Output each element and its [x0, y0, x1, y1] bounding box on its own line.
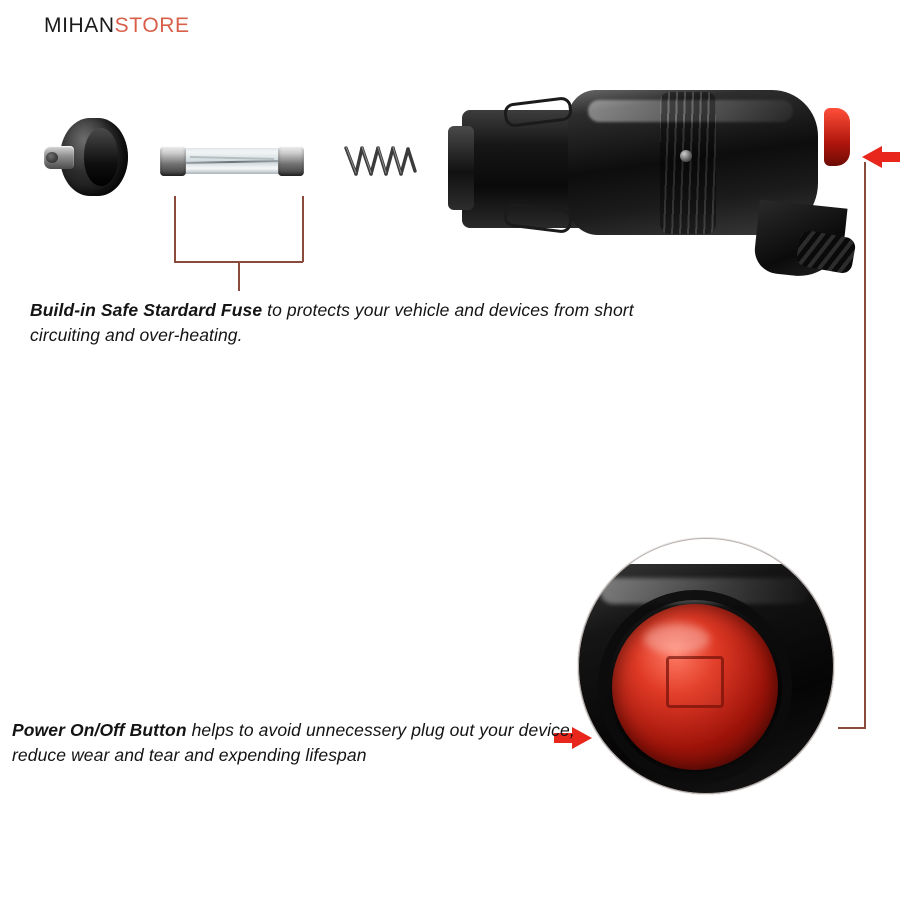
plug-screw [680, 150, 692, 162]
brand-text-light: MIHAN [44, 14, 115, 37]
brand-text-accent: STORE [114, 14, 190, 37]
contact-spring-part [340, 140, 424, 182]
fuse-caption [30, 298, 690, 348]
product-exploded-view [0, 0, 900, 290]
right-leader-vertical [864, 162, 866, 728]
fuse-bracket-drop [238, 261, 240, 291]
fuse-end-cap-left [160, 146, 186, 176]
end-cap-tip-center [46, 152, 58, 163]
plug-body-part [438, 78, 858, 288]
glass-fuse-part [160, 146, 304, 176]
plug-threaded-collar [448, 126, 474, 210]
plug-button-arrow [862, 146, 882, 168]
fuse-end-cap-right [278, 146, 304, 176]
fuse-caption-bold: Build-in Safe Stardard Fuse [30, 300, 263, 320]
power-caption-rest: helps to avoid unnecessery plug out your device, reduce wear and tear and expending lifespan [12, 720, 575, 765]
power-caption [12, 718, 592, 768]
fuse-bracket-left-stem [174, 196, 176, 262]
power-button[interactable] [824, 108, 850, 166]
fuse-bracket-right-stem [302, 196, 304, 262]
plug-grip-ridges [660, 92, 716, 234]
right-leader-to-zoom [838, 727, 866, 729]
power-caption-bold: Power On/Off Button [12, 720, 187, 740]
closeup-circle-outline [578, 538, 834, 794]
fuse-caption-rest: to protects your vehicle and devices from short circuiting and over-heating. [30, 300, 634, 345]
end-cap-ring [84, 128, 118, 186]
